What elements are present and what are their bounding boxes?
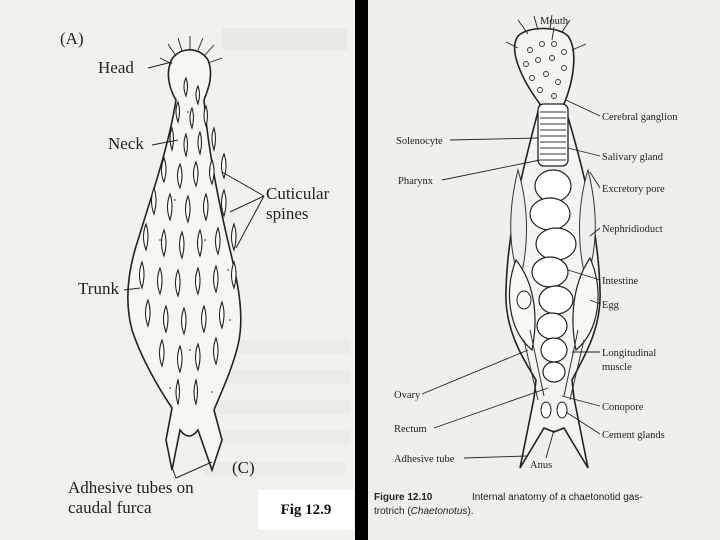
label-egg: Egg	[602, 300, 619, 311]
caption-genus: Chaetonotus	[410, 506, 468, 517]
label-mouth: Mouth	[540, 16, 569, 27]
label-ovary: Ovary	[394, 390, 421, 401]
label-trunk: Trunk	[78, 279, 119, 298]
label-excretory-pore: Excretory pore	[602, 184, 665, 195]
gastrotrich-internal-anatomy-drawing	[368, 0, 720, 540]
label-adhesive-tubes-2: caudal furca	[68, 498, 152, 517]
label-conopore: Conopore	[602, 402, 644, 413]
label-adhesive-tubes-1: Adhesive tubes on	[68, 478, 194, 497]
label-nephridioduct: Nephridioduct	[602, 224, 663, 235]
label-cerebral-ganglion: Cerebral ganglion	[602, 112, 678, 123]
figure-tag: Fig 12.9	[258, 490, 354, 530]
caption-line-2	[374, 506, 474, 517]
caption-line-2-prefix: trotrich (	[374, 506, 411, 517]
label-longitudinal-muscle-1: Longitudinal	[602, 348, 657, 359]
label-neck: Neck	[108, 134, 144, 153]
label-cuticular-spines-2: spines	[266, 204, 309, 223]
label-salivary-gland: Salivary gland	[602, 152, 663, 163]
right-figure-panel	[368, 0, 720, 540]
caption-figure-number: Figure 12.10	[374, 492, 433, 503]
left-figure-panel	[0, 0, 355, 540]
label-panel-c: (C)	[232, 458, 255, 477]
label-longitudinal-muscle-2: muscle	[602, 362, 632, 373]
label-rectum: Rectum	[394, 424, 427, 435]
label-adhesive-tube: Adhesive tube	[394, 454, 455, 465]
gastrotrich-external-drawing	[0, 0, 355, 540]
pharynx	[538, 104, 568, 166]
label-intestine: Intestine	[602, 276, 639, 287]
panel-letter-a: (A)	[60, 29, 84, 48]
label-cuticular-spines-1: Cuticular	[266, 184, 330, 203]
caption-line-1: Internal anatomy of a chaetonotid gas-	[472, 492, 643, 503]
label-pharynx: Pharynx	[398, 176, 433, 187]
label-head: Head	[98, 58, 134, 77]
label-anus: Anus	[530, 460, 553, 471]
panel-divider	[355, 0, 368, 540]
label-cement-glands: Cement glands	[602, 430, 665, 441]
caption-line-2-suffix: ).	[467, 506, 474, 517]
label-solenocyte: Solenocyte	[396, 136, 443, 147]
